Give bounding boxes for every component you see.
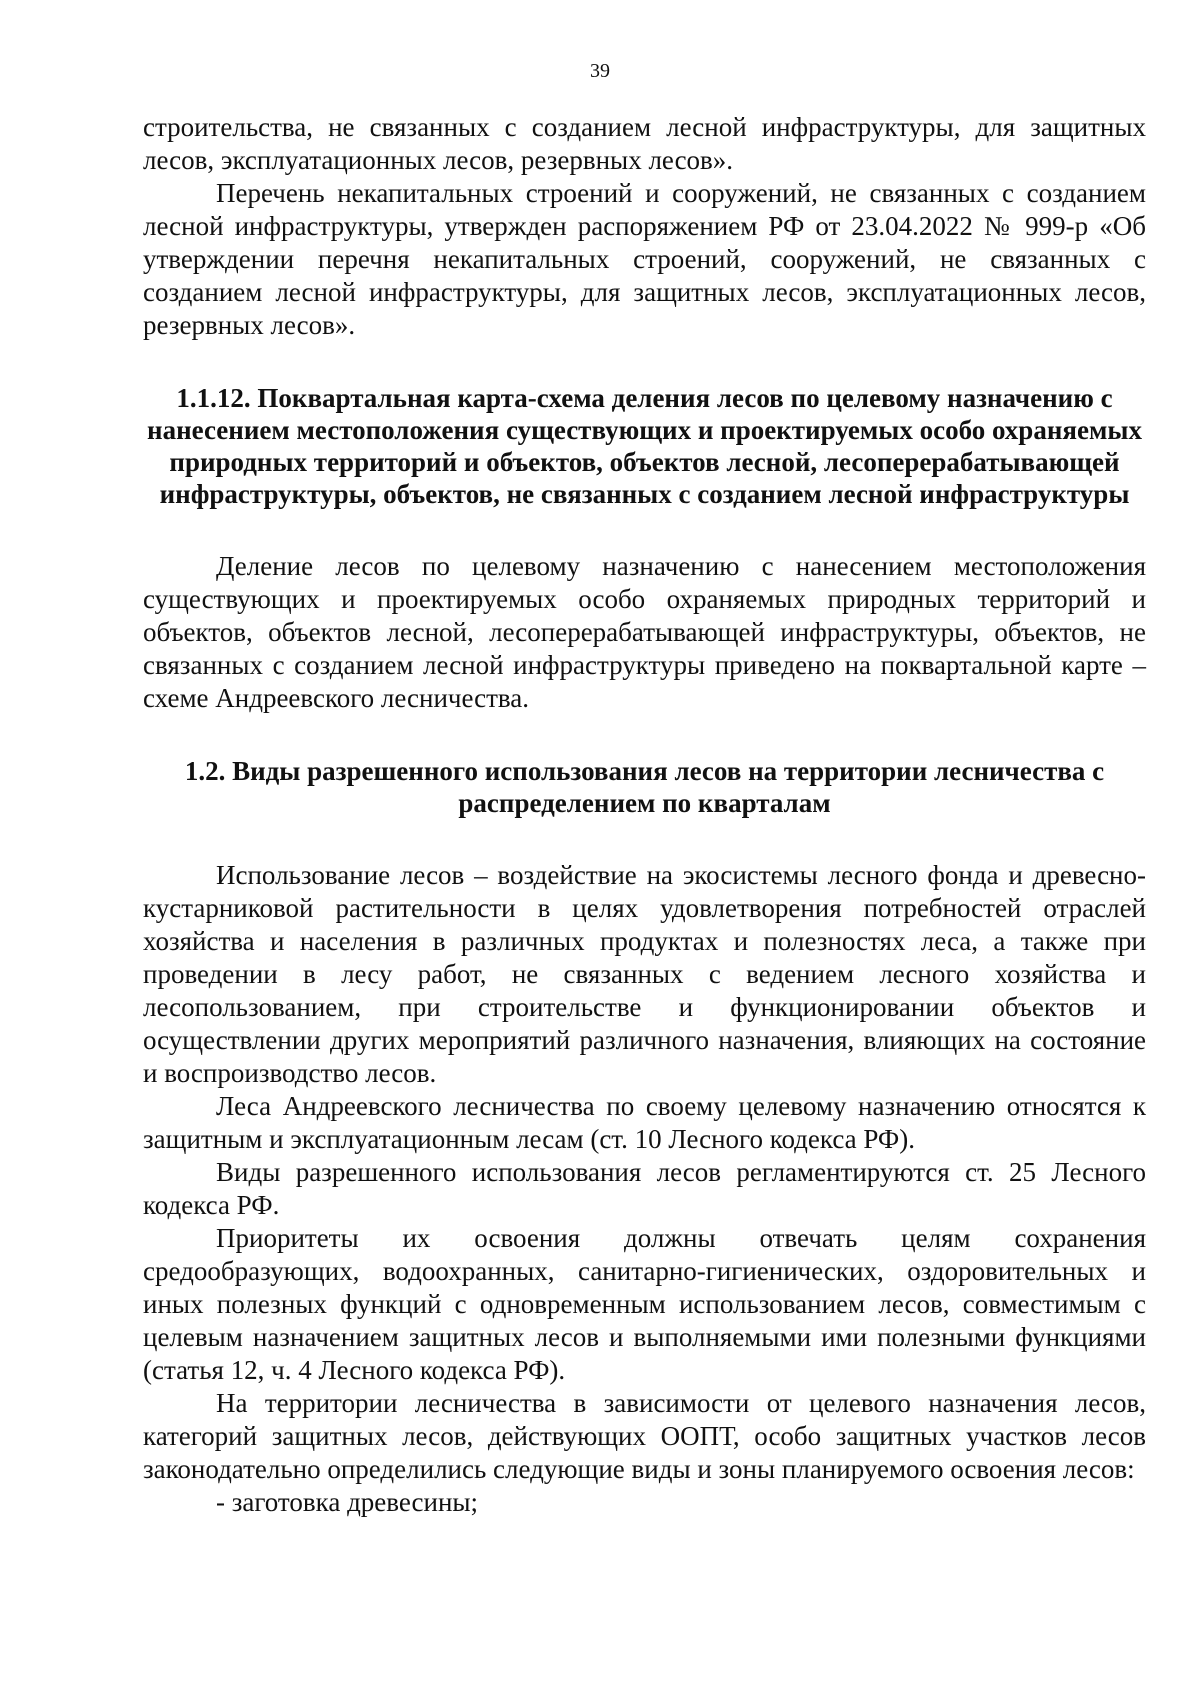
paragraph-forest-division: Деление лесов по целевому назначению с нанесением местоположения существующих и проектируемых особо охраняемых природных территорий и объектов, объектов лесной, лесоперерабатывающей инфраструктуры, объектов, не связанных с созданием лесной инфраструктуры приведено на поквартальной карте – схеме Андреевского лесничества. [143, 551, 1146, 713]
list-item-timber-harvesting: - заготовка древесины; [216, 1487, 479, 1517]
page-number: 39 [590, 60, 610, 82]
paragraph-permitted-uses: Виды разрешенного использования лесов регламентируются ст. 25 Лесного кодекса РФ. [143, 1157, 1146, 1220]
section-heading-1-1-12: 1.1.12. Поквартальная карта-схема деления лесов по целевому назначению с нанесением местоположения существующих и проектируемых особо охраняемых природных территорий и объектов, объектов лесной, лесоперерабатывающей инфраструктуры, объектов, не связанных с созданием лесной инфраструктуры [147, 383, 1142, 509]
section-heading-1-2: 1.2. Виды разрешенного использования лесов на территории лесничества с распределением по кварталам [184, 756, 1105, 818]
paragraph-zones: На территории лесничества в зависимости от целевого назначения лесов, категорий защитных лесов, действующих ООПТ, особо защитных участков лесов законодательно определились следующие виды и зоны планируемого освоения лесов: [143, 1388, 1146, 1484]
document-body [143, 111, 1146, 1519]
paragraph-continuation: строительства, не связанных с созданием лесной инфраструктуры, для защитных лесов, эксплуатационных лесов, резервных лесов». [143, 112, 1146, 175]
paragraph-decree-reference: Перечень некапитальных строений и сооружений, не связанных с созданием лесной инфраструктуры, утвержден распоряжением РФ от 23.04.2022 № 999-р «Об утверждении перечня некапитальных строений, сооружений, не связанных с созданием лесной инфраструктуры, для защитных лесов, эксплуатационных лесов, резервных лесов». [143, 178, 1146, 340]
paragraph-forest-use-definition: Использование лесов – воздействие на экосистемы лесного фонда и древесно-кустарниковой растительности в целях удовлетворения потребностей отраслей хозяйства и населения в различных продуктах и полезностях леса, а также при проведении в лесу работ, не связанных с ведением лесного хозяйства и лесопользованием, при строительстве и функционировании объектов и осуществлении других мероприятий различного назначения, влияющих на состояние и воспроизводство лесов. [143, 860, 1146, 1088]
paragraph-forest-purpose: Леса Андреевского лесничества по своему целевому назначению относятся к защитным и эксплуатационным лесам (ст. 10 Лесного кодекса РФ). [143, 1091, 1146, 1154]
paragraph-priorities: Приоритеты их освоения должны отвечать целям сохранения средообразующих, водоохранных, санитарно-гигиенических, оздоровительных и иных полезных функций с одновременным использованием лесов, совместимым с целевым назначением защитных лесов и выполняемыми ими полезными функциями (статья 12, ч. 4 Лесного кодекса РФ). [143, 1223, 1146, 1385]
